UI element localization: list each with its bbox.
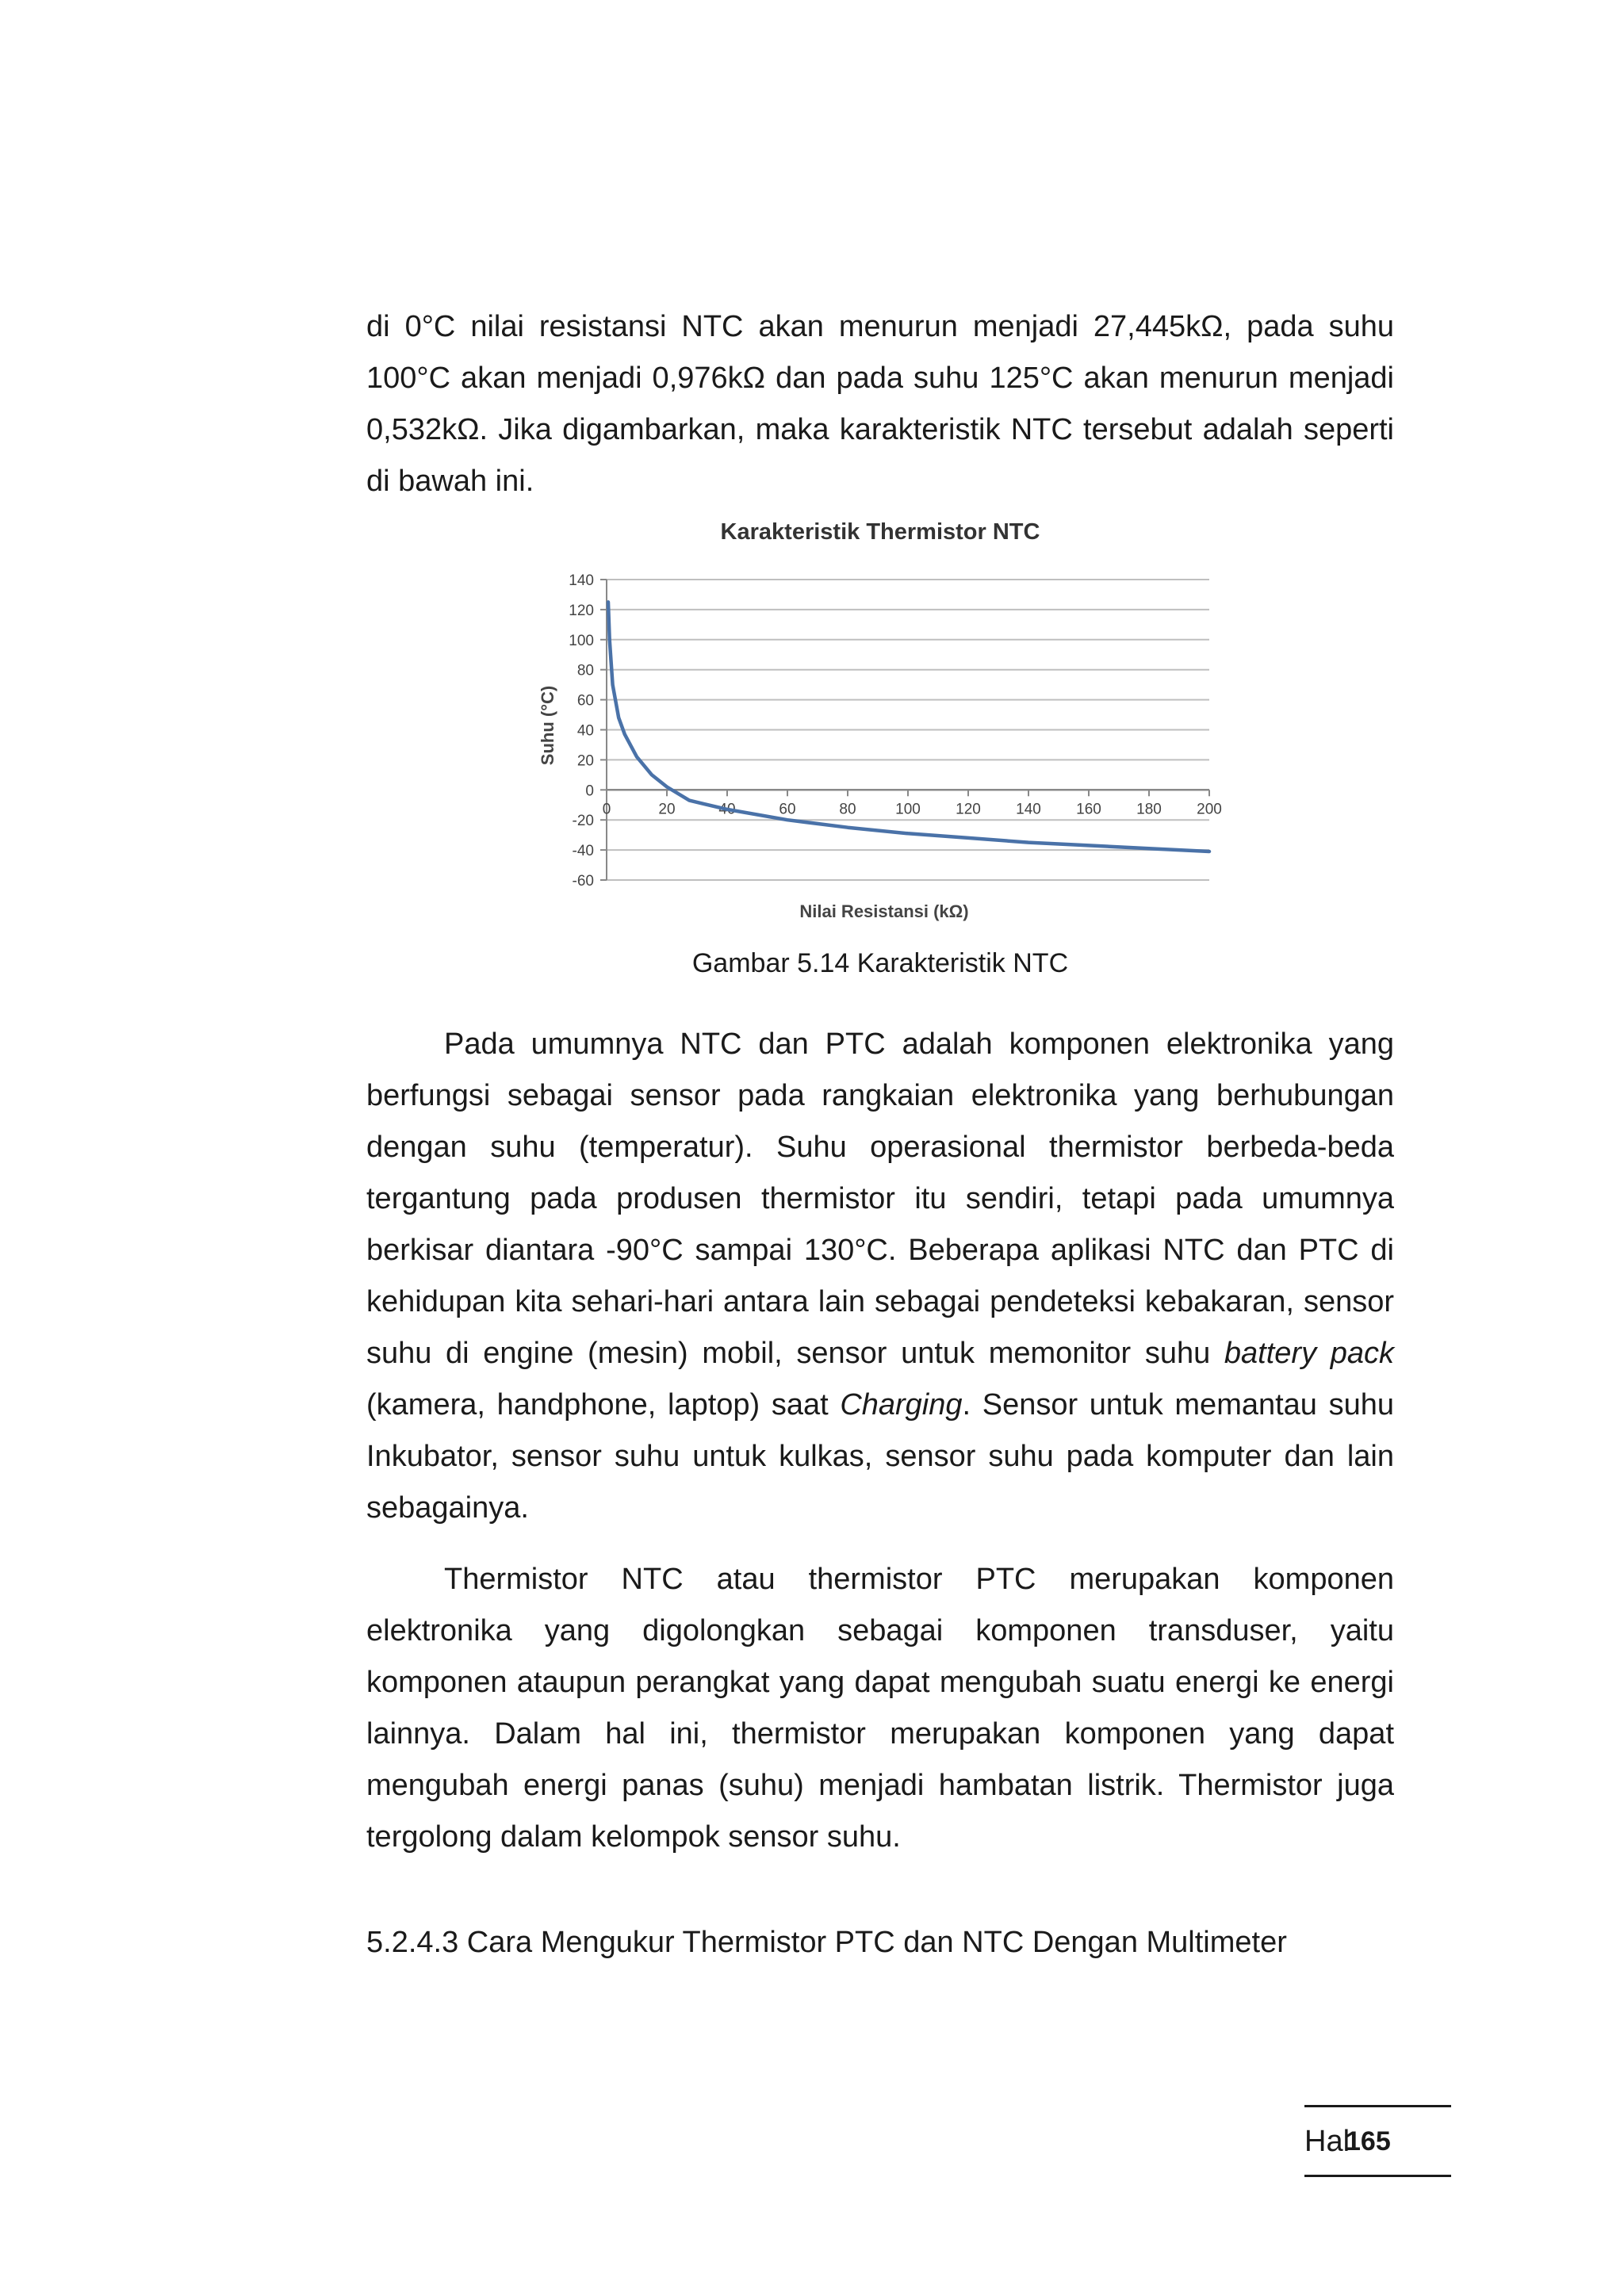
x-tick-label: 120 bbox=[956, 801, 981, 818]
y-tick-label: 60 bbox=[576, 692, 594, 710]
paragraph-2 bbox=[366, 1554, 1394, 1863]
paragraph-1 bbox=[366, 1019, 1394, 1534]
x-tick-label: 140 bbox=[1016, 801, 1041, 818]
paragraph-2-text: Thermistor NTC atau thermistor PTC merupakan komponen elektronika yang digolongkan sebagai komponen transduser, yaitu komponen ataupun perangkat yang dapat mengubah suatu energi ke energi lainnya. Dalam hal ini, thermistor merupakan komponen yang dapat mengubah energi panas (suhu) menjadi hambatan listrik. Thermistor juga tergolong dalam kelompok sensor suhu. bbox=[366, 1563, 1394, 1854]
ntc-chart-svg bbox=[515, 511, 1245, 939]
section-heading: 5.2.4.3 Cara Mengukur Thermistor PTC dan NTC Dengan Multimeter bbox=[366, 1926, 1287, 1959]
x-tick-label: 20 bbox=[658, 801, 676, 818]
p1-part-a: Pada umumnya NTC dan PTC adalah komponen elektronika yang berfungsi sebagai sensor pada rangkaian elektronika yang berhubungan dengan suhu (temperatur). Suhu operasional thermistor berbeda-beda tergantung pada produsen thermistor itu sendiri, tetapi pada umumnya berkisar diantara -90°C sampai 130°C. Beberapa aplikasi NTC dan PTC di kehidupan kita sehari-hari antara lain sebagai pendeteksi kebakaran, sensor suhu di engine (mesin) mobil, sensor untuk memonitor suhu bbox=[366, 1027, 1394, 1370]
y-tick-label: 0 bbox=[585, 783, 594, 800]
p1-italic-charging: Charging bbox=[840, 1388, 963, 1422]
y-tick-labels bbox=[569, 572, 594, 890]
y-tick-label: 40 bbox=[576, 722, 594, 740]
x-tick-label: 200 bbox=[1197, 801, 1222, 818]
x-tick-label: 60 bbox=[779, 801, 796, 818]
x-tick-label: 160 bbox=[1076, 801, 1101, 818]
intro-paragraph bbox=[366, 301, 1394, 507]
y-tick-label: 120 bbox=[569, 602, 594, 619]
x-tick-label: 100 bbox=[895, 801, 921, 818]
y-tick-label: 140 bbox=[569, 572, 594, 589]
intro-text: di 0°C nilai resistansi NTC akan menurun menjadi 27,445kΩ, pada suhu 100°C akan menjadi 0,976kΩ dan pada suhu 125°C akan menurun menjadi 0,532kΩ. Jika digambarkan, maka karakteristik NTC tersebut adalah seperti di bawah ini. bbox=[366, 310, 1394, 498]
x-tick-label: 180 bbox=[1136, 801, 1162, 818]
page-number-block bbox=[1304, 2105, 1451, 2177]
ntc-chart bbox=[515, 511, 1245, 939]
p1-part-b: (kamera, handphone, laptop) saat bbox=[366, 1388, 841, 1422]
figure-caption: Gambar 5.14 Karakteristik NTC bbox=[691, 948, 1069, 978]
page-number: 165 bbox=[1346, 2126, 1391, 2156]
p1-italic-battery-pack: battery pack bbox=[1224, 1337, 1394, 1370]
y-tick-label: -60 bbox=[572, 873, 594, 890]
page-label: Hal bbox=[1304, 2125, 1350, 2158]
y-tick-label: -20 bbox=[572, 813, 594, 830]
y-axis-label: Suhu (°C) bbox=[538, 685, 557, 766]
x-axis-label: Nilai Resistansi (kΩ) bbox=[799, 901, 969, 921]
x-tick-label: 40 bbox=[718, 801, 736, 818]
y-tick-label: 100 bbox=[569, 632, 594, 649]
x-tick-label: 80 bbox=[839, 801, 856, 818]
y-tick-label: 20 bbox=[576, 752, 594, 770]
paragraph-1-text bbox=[366, 1019, 1394, 1534]
y-tick-label: -40 bbox=[572, 843, 594, 860]
p1-part-c: . Sensor untuk memantau suhu Inkubator, sensor suhu untuk kulkas, sensor suhu pada komputer dan lain sebagainya. bbox=[366, 1388, 1394, 1525]
y-tick-label: 80 bbox=[576, 662, 594, 679]
x-tick-label: 0 bbox=[602, 801, 611, 818]
chart-title: Karakteristik Thermistor NTC bbox=[720, 519, 1040, 545]
